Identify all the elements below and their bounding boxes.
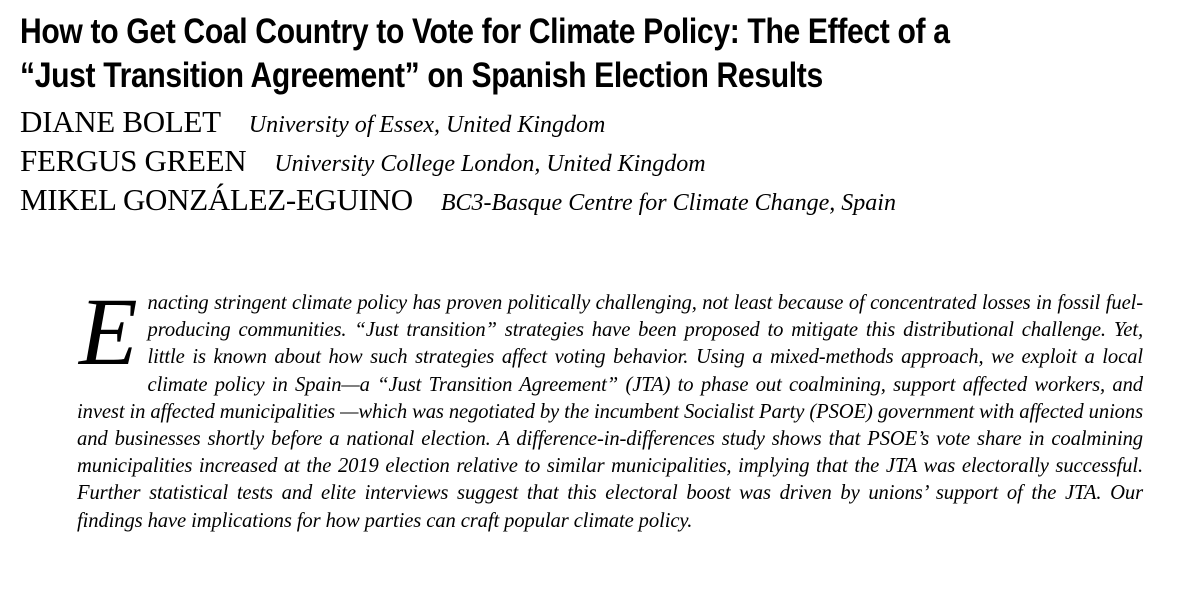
abstract (77, 278, 1143, 535)
author-name: FERGUS GREEN (20, 143, 247, 178)
author-list (20, 102, 1180, 219)
paper-title-line-1: How to Get Coal Country to Vote for Climate Policy: The Effect of a (20, 12, 950, 51)
author-entry (20, 141, 1180, 180)
author-name: DIANE BOLET (20, 104, 221, 139)
paper-title (20, 10, 1026, 98)
author-name: MIKEL GONZÁLEZ-EGUINO (20, 182, 413, 217)
abstract-dropcap: E (79, 278, 138, 385)
author-affiliation: University of Essex, United Kingdom (248, 112, 606, 138)
author-entry (20, 180, 1180, 219)
author-affiliation: University College London, United Kingdom (274, 151, 706, 177)
abstract-text: nacting stringent climate policy has proven politically challenging, not least because of concentrated losses in fossil fuel-producing communities. “Just transition” strategies have been proposed to mitigate this distributional challenge. Yet, little is known about how such strategies affect voting behavior. Using a mixed-methods approach, we exploit a local climate policy in Spain—a “Just Transition Agreement” (JTA) to phase out coalmining, support affected workers, and invest in affected municipalities —which was negotiated by the incumbent Socialist Party (PSOE) government with affected unions and businesses shortly before a national election. A difference-in-differences study shows that PSOE’s vote share in coalmining municipalities increased at the 2019 election relative to similar municipalities, implying that the JTA was electorally successful. Further statistical tests and elite interviews suggest that this electoral boost was driven by unions’ support of the JTA. Our findings have implications for how parties can craft popular climate policy. (77, 292, 1143, 532)
author-entry (20, 102, 1180, 141)
paper-title-line-2: “Just Transition Agreement” on Spanish Election Results (20, 56, 823, 95)
author-affiliation: BC3-Basque Centre for Climate Change, Spain (440, 190, 896, 216)
